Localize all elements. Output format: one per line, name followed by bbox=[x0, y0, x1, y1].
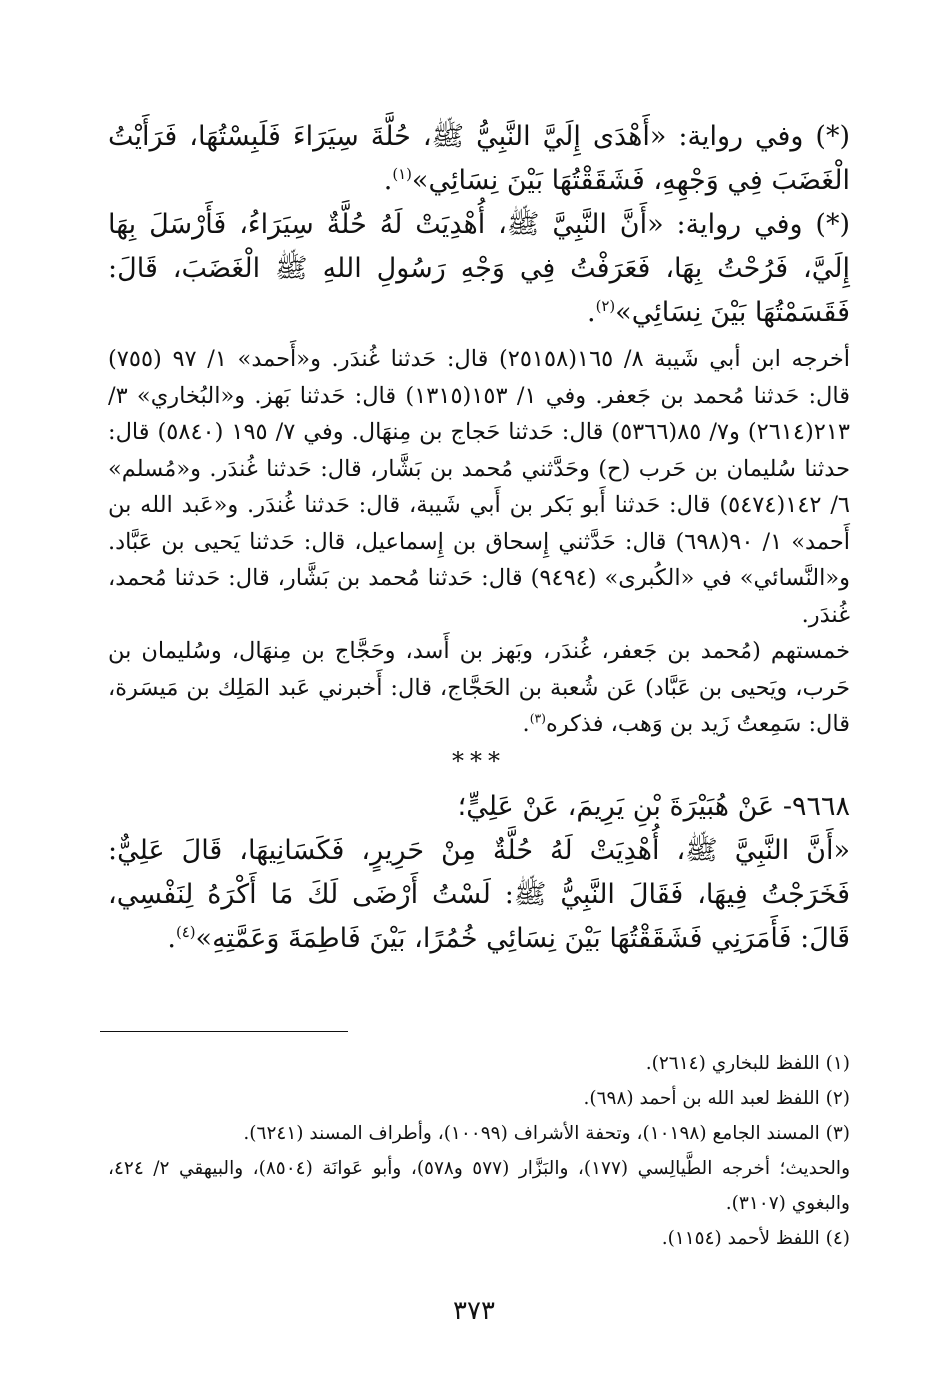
footnote-ref-2[interactable]: (٢) bbox=[595, 297, 616, 315]
narration-variant-1: (*) وفي رواية: «أَهْدَى إِلَيَّ النَّبِيُّ ﷺ، حُلَّةَ سِيَرَاءَ فَلَبِسْتُهَا، فَرَأَيْتُ الْغَضَبَ فِي وَجْهِهِ، فَشَقَقْتُهَا بَيْنَ نِسَائِي»$^{(١)}$. bbox=[108, 121, 850, 196]
takhrij-sources: أخرجه ابن أبي شَيبة ٨/ ١٦٥(٢٥١٥٨) قال: حَدثنا غُندَر. و«أَحمد» ١/ ٩٧ (٧٥٥) قال: حَدثنا مُحمد بن جَعفر. وفي ١/ ١٥٣(١٣١٥) قال: حَدثنا بَهز. و«البُخاري» ٣/ ٢١٣(٢٦١٤) و٧/ ٨٥(٥٣٦٦) قال: حَدثنا حَجاج بن مِنهَال. وفي ٧/ ١٩٥ (٥٨٤٠) قال: حدثنا سُليمان بن حَرب (ح) وحَدَّثني مُحمد بن بَشَّار، قال: حَدثنا غُندَر. و«مُسلم» ٦/ ١٤٢(٥٤٧٤) قال: حَدثنا أَبو بَكر بن أَبي شَيبة، قال: حَدثنا غُندَر. و«عَبد الله بن أَحمد» ١/ ٩٠(٦٩٨) قال: حَدَّثني إِسحاق بن إِسماعيل، قال: حَدثنا يَحيى بن عَبَّاد. و«النَّسائي» في «الكُبرى» (٩٤٩٤) قال: حَدثنا مُحمد بن بَشَّار، قال: حَدثنا مُحمد، غُندَر. bbox=[108, 346, 851, 628]
section-separator: *** bbox=[452, 746, 506, 775]
footnote-ref-4[interactable]: (٤) bbox=[175, 922, 196, 941]
footnote-ref-1[interactable]: (١) bbox=[392, 165, 412, 183]
hadith-heading: ٩٦٦٨- عَنْ هُبَيْرَةَ بْنِ يَرِيمَ، عَنْ عَلِيٍّ؛ bbox=[457, 790, 850, 822]
footnote-ref-3[interactable]: (٣) bbox=[529, 711, 546, 726]
footnote-divider bbox=[100, 1031, 348, 1032]
footnotes bbox=[108, 1046, 850, 1256]
footnote-3-continuation: والحديث؛ أخرجه الطَّيالِسي (١٧٧)، والبَزَّار (٥٧٧ و٥٧٨)، وأبو عَوانَة (٨٥٠٤)، والبيهقي ٢/ ٤٢٤، والبغوي (٣١٠٧). bbox=[108, 1158, 851, 1214]
footnote-4: (٤) اللفظ لأحمد (١١٥٤). bbox=[661, 1228, 850, 1249]
footnote-1: (١) اللفظ للبخاري (٢٦١٤). bbox=[645, 1053, 850, 1074]
footnote-2: (٢) اللفظ لعبد الله بن أحمد (٦٩٨). bbox=[583, 1088, 850, 1109]
main-text bbox=[108, 115, 850, 961]
page-number: ٣٧٣ bbox=[453, 1296, 495, 1326]
hadith-text: «أَنَّ النَّبِيَّ ﷺ، أُهْدِيَتْ لَهُ حُلَّةٌ مِنْ حَرِيرٍ، فَكَسَانِيهَا، قَالَ عَلِيٌّ: فَخَرَجْتُ فِيهَا، فَقَالَ النَّبِيُّ ﷺ: لَسْتُ أَرْضَى لَكَ مَا أَكْرَهُ لِنَفْسِي، قَالَ: فَأَمَرَنِي فَشَقَقْتُهَا بَيْنَ نِسَائِي خُمُرًا، بَيْنَ فَاطِمَةَ وَعَمَّتِهِ»$^{(٤)}$. bbox=[108, 834, 850, 954]
narration-variant-2: (*) وفي رواية: «أَنَّ النَّبِيَّ ﷺ، أُهْدِيَتْ لَهُ حُلَّةٌ سِيَرَاءُ، فَأَرْسَلَ بِهَا إِلَيَّ، فَرُحْتُ بِهَا، فَعَرَفْتُ فِي وَجْهِ رَسُولِ اللهِ ﷺ الْغَضَبَ، قَالَ: فَقَسَمْتُهَا بَيْنَ نِسَائِي»$^{(٢)}$. bbox=[108, 209, 850, 328]
takhrij-chain: خمستهم (مُحمد بن جَعفر، غُندَر، وبَهز بن أَسد، وحَجَّاج بن مِنهَال، وسُليمان بن حَرب، ويَحيى بن عَبَّاد) عَن شُعبة بن الحَجَّاج، قال: أَخبرني عَبد المَلِك بن مَيسَرة، قال: سَمِعتُ زَيد بن وَهب، فذكره$^{(٣)}$. bbox=[108, 638, 850, 737]
footnote-3: (٣) المسند الجامع (١٠١٩٨)، وتحفة الأشراف (١٠٠٩٩)، وأطراف المسند (٦٢٤١). bbox=[243, 1123, 850, 1144]
